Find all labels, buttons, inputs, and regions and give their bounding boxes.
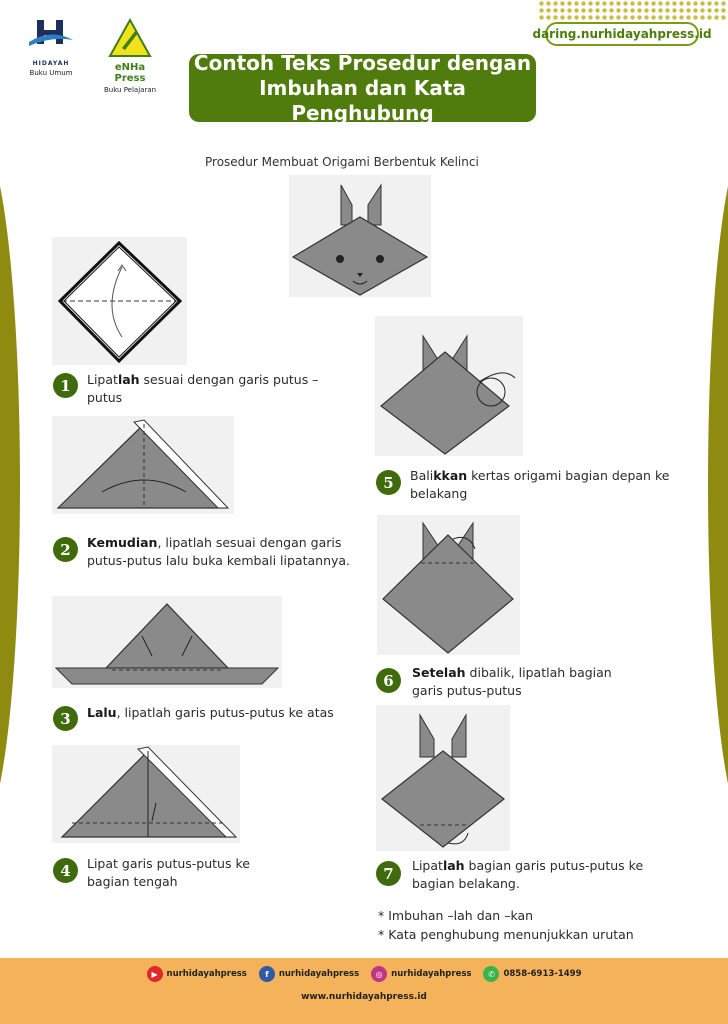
social-facebook[interactable] — [259, 966, 359, 982]
title-line: Imbuhan dan Kata Penghubung — [259, 75, 466, 125]
step-text-part: kertas origami bagian depan ke belakang — [410, 468, 670, 501]
step-3-figure — [52, 596, 282, 688]
dot-pattern — [538, 0, 728, 20]
step-bold-word: kkan — [433, 468, 468, 483]
instagram-icon: ◎ — [371, 966, 387, 982]
step-number-badge: 7 — [376, 861, 401, 886]
social-label: nurhidayahpress — [391, 969, 472, 979]
step-5-figure — [375, 316, 523, 456]
title-line: Contoh Teks Prosedur dengan — [193, 50, 532, 75]
step-2-text — [87, 534, 357, 570]
step-number-badge: 1 — [53, 373, 78, 398]
social-label: 0858-6913-1499 — [503, 969, 582, 979]
page-title — [189, 50, 536, 125]
hidayah-logo — [26, 18, 76, 77]
step-6-text — [412, 664, 612, 700]
step-bold-word: lah — [442, 858, 465, 873]
step-text-part: Lipat garis putus-putus ke bagian tengah — [87, 856, 250, 889]
step-4-figure — [52, 745, 240, 843]
notes — [378, 906, 634, 944]
step-number-badge: 3 — [53, 706, 78, 731]
step-6-figure — [377, 515, 520, 655]
right-decorative-band — [708, 140, 728, 830]
website-link-pill[interactable]: daring.nurhidayahpress.id — [545, 22, 699, 46]
step-text-part: bagian garis putus-putus ke bagian belakang. — [412, 858, 644, 891]
step-bold-word: Lalu — [87, 705, 117, 720]
logo-caption: Buku Pelajaran — [103, 86, 157, 94]
social-instagram[interactable] — [371, 966, 471, 982]
step-7-figure — [376, 705, 510, 851]
step-1-figure — [52, 237, 187, 365]
enha-press-logo — [98, 18, 162, 94]
social-youtube[interactable] — [147, 966, 247, 982]
step-text-part: , lipatlah sesuai dengan garis putus-putus lalu buka kembali lipatannya. — [87, 535, 351, 568]
whatsapp-icon: ✆ — [483, 966, 499, 982]
step-bold-word: Setelah — [412, 665, 466, 680]
social-whatsapp[interactable] — [483, 966, 581, 982]
social-links — [0, 966, 728, 982]
step-text-part: Lipat — [412, 858, 443, 873]
social-label: nurhidayahpress — [166, 969, 247, 979]
step-number-badge: 2 — [53, 537, 78, 562]
footer — [0, 958, 728, 1024]
facebook-icon: f — [259, 966, 275, 982]
step-3-text — [87, 704, 357, 722]
hidayah-logo-icon — [27, 18, 75, 56]
youtube-icon: ▶ — [147, 966, 163, 982]
step-7-text — [412, 857, 662, 893]
step-text-part: dibalik, lipatlah bagian garis putus-putus — [412, 665, 612, 698]
step-number-badge: 6 — [376, 668, 401, 693]
logo-caption: Buku Umum — [29, 69, 73, 77]
step-4-text — [87, 855, 272, 891]
step-text-part: sesuai dengan garis putus – putus — [87, 372, 319, 405]
enha-logo-icon — [108, 18, 152, 58]
step-2-figure — [52, 416, 234, 514]
step-text-part: Bali — [410, 468, 434, 483]
step-number-badge: 5 — [376, 470, 401, 495]
left-decorative-band — [0, 140, 20, 830]
logo-brand: eNHa Press — [114, 62, 146, 84]
rabbit-origami-figure — [289, 175, 431, 297]
step-text-part: Lipat — [87, 372, 118, 387]
step-bold-word: Kemudian — [87, 535, 158, 550]
note-line: * Imbuhan –lah dan –kan — [378, 908, 534, 923]
note-line: * Kata penghubung menunjukkan urutan — [378, 927, 634, 942]
step-bold-word: lah — [117, 372, 140, 387]
step-number-badge: 4 — [53, 858, 78, 883]
step-5-text — [410, 467, 680, 503]
footer-website[interactable]: www.nurhidayahpress.id — [301, 992, 427, 1002]
subtitle: Prosedur Membuat Origami Berbentuk Kelinci — [205, 155, 479, 169]
step-text-part: , lipatlah garis putus-putus ke atas — [116, 705, 334, 720]
social-label: nurhidayahpress — [278, 969, 360, 979]
logo-brand: HIDAYAH — [32, 60, 70, 67]
step-1-text — [87, 371, 357, 407]
